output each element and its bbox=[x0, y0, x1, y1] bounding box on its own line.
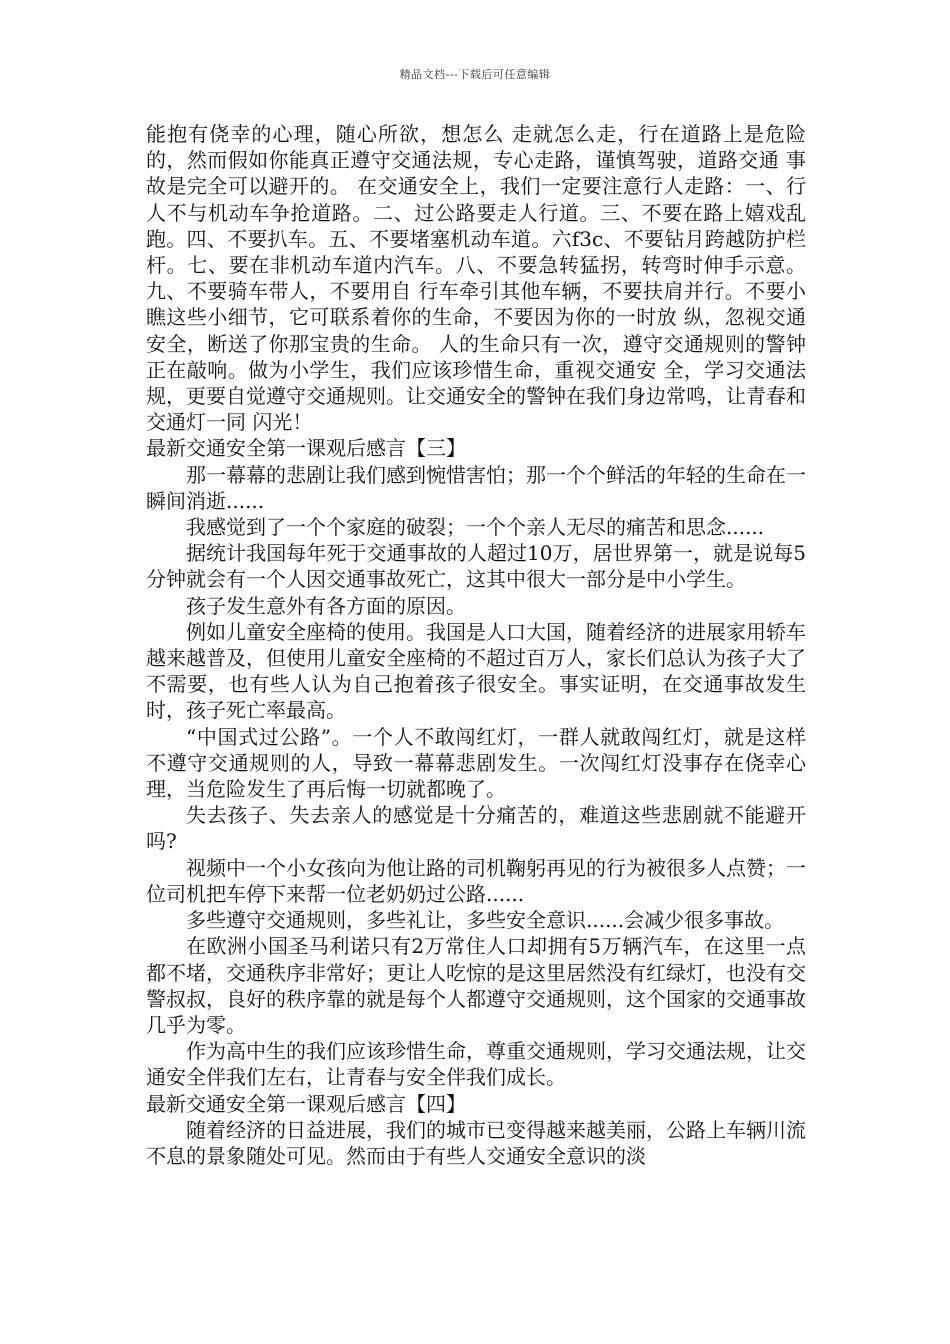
paragraph: 据统计我国每年死于交通事故的人超过10万，居世界第一，就是说每5分钟就会有一个人因交通事故死亡，这其中很大一部分是中小学生。 bbox=[146, 541, 806, 592]
section-heading-3: 最新交通安全第一课观后感言【三】 bbox=[146, 436, 466, 461]
paragraph: “中国式过公路”。一个人不敢闯红灯，一群人就敢闯红灯，就是这样不遵守交通规则的人，导致一幕幕悲剧发生。一次闯红灯没事存在侥幸心理，当危险发生了再后悔一切就都晚了。 bbox=[146, 724, 806, 802]
paragraph: 随着经济的日益进展，我们的城市已变得越来越美丽，公路上车辆川流不息的景象随处可见。然而由于有些人交通安全意识的淡 bbox=[146, 1117, 806, 1168]
paragraph-continued: 能抱有侥幸的心理，随心所欲，想怎么 走就怎么走，行在道路上是危险的，然而假如你能真正遵守交通法规，专心走路，谨慎驾驶，道路交通 事故是完全可以避开的。 在交通安全上，我们一定要注意行人走路：一、行人不与机动车争抢道路。二、过公路要走人行道。三、不要在路上嬉戏乱跑。四、不要扒车。五、不要堵塞机动车道。六f3c、不要钻月跨越防护栏 杆。七、要在非机动车道内汽车。八、不要急转猛拐，转弯时伸手示意。九、不要骑车带人，不要用自 行车牵引其他车辆，不要扶肩并行。不要小瞧这些小细节，它可联系着你的生命，不要因为你的一时放 纵，忽视交通安全，断送了你那宝贵的生命。 人的生命只有一次，遵守交通规则的警钟正在敲响。做为小学生，我们应该珍惜生命，重视交通安 全，学习交通法规，更要自觉遵守交通规则。让交通安全的警钟在我们身边常鸣，让青春和交通灯一同 闪光！ bbox=[146, 122, 806, 435]
paragraph: 失去孩子、失去亲人的感觉是十分痛苦的，难道这些悲剧就不能避开吗? bbox=[146, 803, 806, 854]
paragraph: 例如儿童安全座椅的使用。我国是人口大国，随着经济的进展家用轿车越来越普及，但使用儿童安全座椅的不超过百万人，家长们总认为孩子大了不需要，也有些人认为自己抱着孩子很安全。事实证明，在交通事故发生时，孩子死亡率最高。 bbox=[146, 619, 806, 723]
paragraph: 在欧洲小国圣马利诺只有2万常住人口却拥有5万辆汽车，在这里一点都不堵，交通秩序非常好；更让人吃惊的是这里居然没有红绿灯，也没有交警叔叔，良好的秩序靠的就是每个人都遵守交通规则，这个国家的交通事故几乎为零。 bbox=[146, 934, 806, 1037]
paragraph: 孩子发生意外有各方面的原因。 bbox=[186, 593, 466, 618]
paragraph: 多些遵守交通规则，多些礼让，多些安全意识......会减少很多事故。 bbox=[186, 908, 785, 933]
section-heading-4: 最新交通安全第一课观后感言【四】 bbox=[146, 1091, 466, 1116]
paragraph: 那一幕幕的悲剧让我们感到惋惜害怕；那一个个鲜活的年轻的生命在一瞬间消逝...... bbox=[146, 462, 806, 513]
paragraph: 我感觉到了一个个家庭的破裂；一个个亲人无尽的痛苦和思念...... bbox=[186, 515, 765, 540]
document-body bbox=[146, 121, 806, 1169]
paragraph: 作为高中生的我们应该珍惜生命，尊重交通规则，学习交通法规，让交通安全伴我们左右，让青春与安全伴我们成长。 bbox=[146, 1039, 806, 1090]
paragraph: 视频中一个小女孩向为他让路的司机鞠躬再见的行为被很多人点赞；一位司机把车停下来帮一位老奶奶过公路...... bbox=[146, 855, 806, 906]
page-header: 精品文档---下载后可任意编辑 bbox=[399, 68, 551, 81]
